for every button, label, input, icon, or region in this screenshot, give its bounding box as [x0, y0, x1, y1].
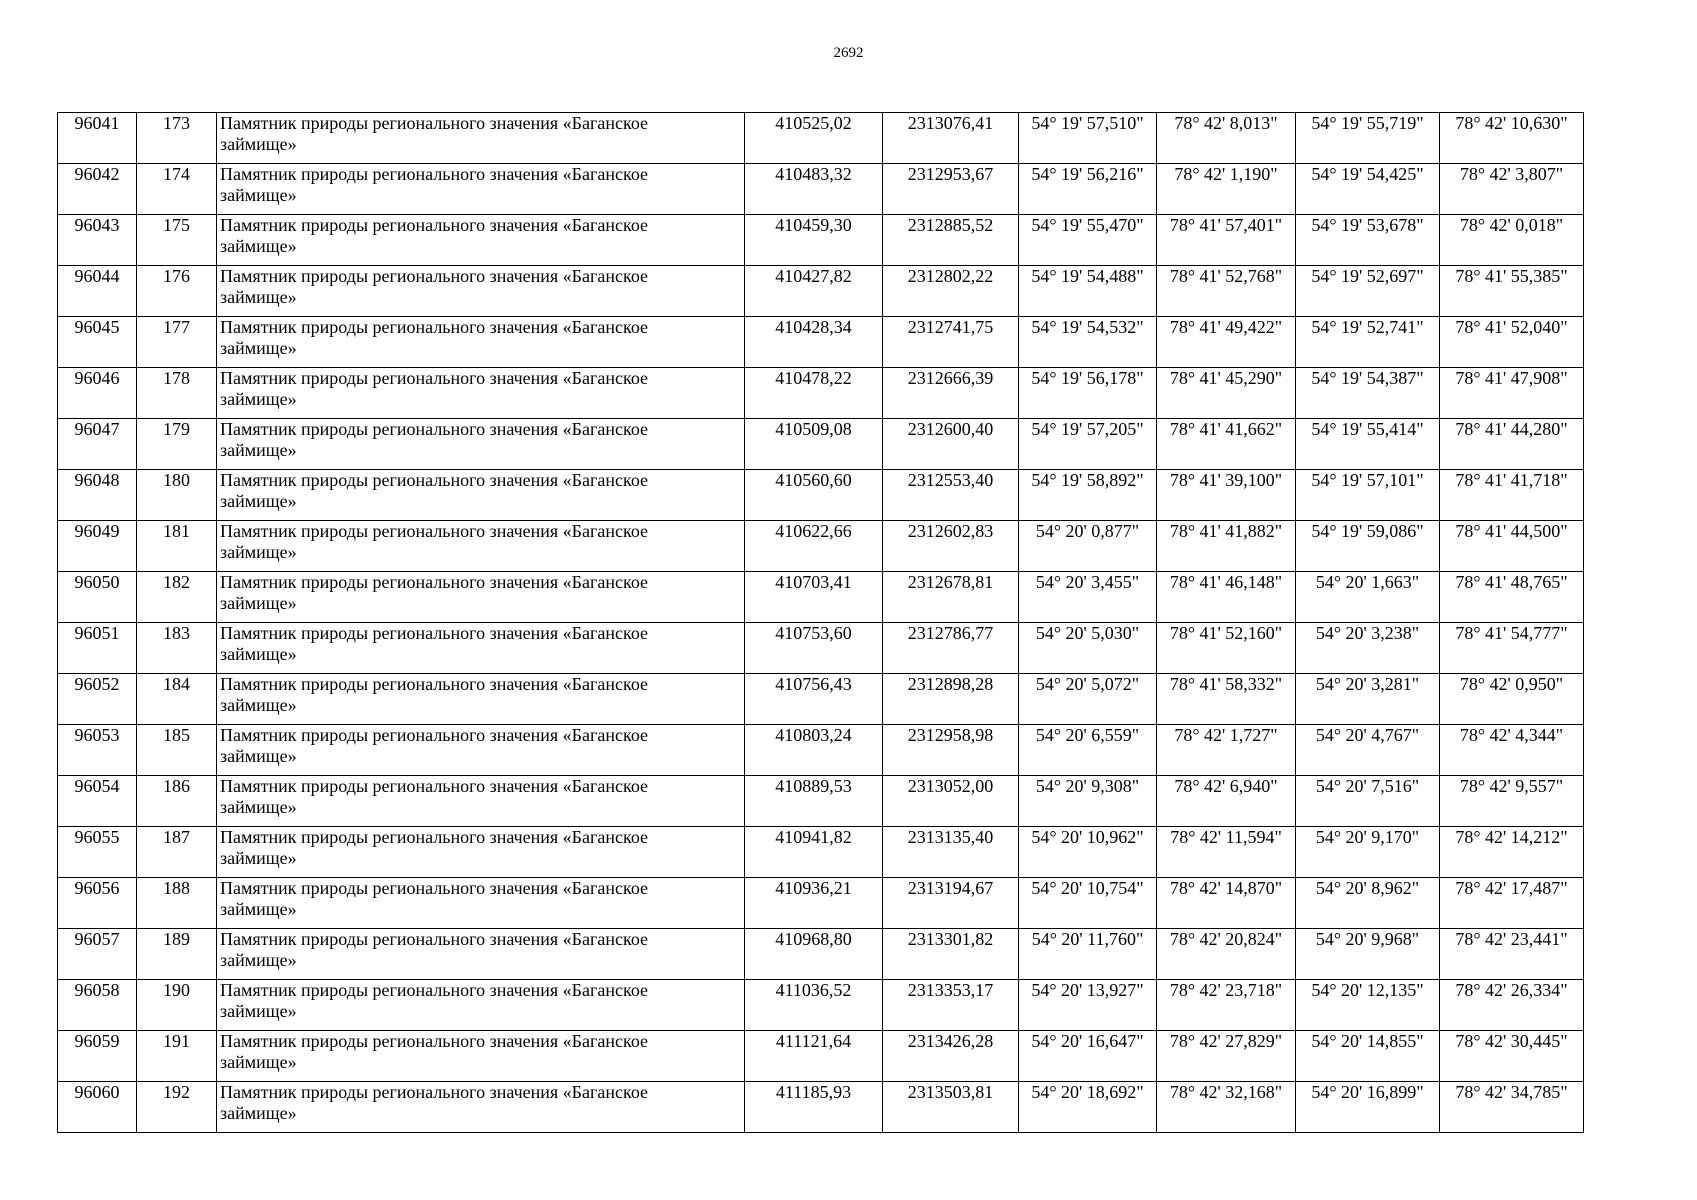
table-row	[58, 878, 1584, 929]
object-name-line-2: займище»	[220, 134, 297, 154]
y-coordinate-cell: 2312600,40	[883, 419, 1019, 470]
object-name-cell	[217, 980, 745, 1031]
longitude-2-cell: 78° 41' 48,765"	[1440, 572, 1584, 623]
longitude-2-cell: 78° 42' 0,950"	[1440, 674, 1584, 725]
latitude-1-cell: 54° 19' 57,205"	[1019, 419, 1157, 470]
object-name-line-2: займище»	[220, 950, 297, 970]
longitude-2-cell: 78° 42' 4,344"	[1440, 725, 1584, 776]
y-coordinate-cell: 2312885,52	[883, 215, 1019, 266]
x-coordinate-cell: 411121,64	[745, 1031, 883, 1082]
object-name-cell	[217, 572, 745, 623]
latitude-2-cell: 54° 20' 3,238"	[1296, 623, 1440, 674]
record-number-cell: 96042	[58, 164, 137, 215]
object-name-line-1: Памятник природы регионального значения «Баганское	[220, 113, 649, 133]
x-coordinate-cell: 410478,22	[745, 368, 883, 419]
longitude-2-cell: 78° 42' 26,334"	[1440, 980, 1584, 1031]
object-name-line-2: займище»	[220, 338, 297, 358]
point-number-cell: 177	[137, 317, 217, 368]
object-name-line-2: займище»	[220, 1052, 297, 1072]
longitude-2-cell: 78° 42' 9,557"	[1440, 776, 1584, 827]
longitude-2-cell: 78° 42' 30,445"	[1440, 1031, 1584, 1082]
object-name-line-1: Памятник природы регионального значения «Баганское	[220, 1031, 649, 1051]
object-name-line-1: Памятник природы регионального значения «Баганское	[220, 980, 649, 1000]
object-name-line-2: займище»	[220, 593, 297, 613]
table-row	[58, 470, 1584, 521]
object-name-cell	[217, 929, 745, 980]
latitude-1-cell: 54° 19' 58,892"	[1019, 470, 1157, 521]
object-name-line-1: Памятник природы регионального значения «Баганское	[220, 470, 649, 490]
longitude-1-cell: 78° 41' 57,401"	[1157, 215, 1296, 266]
table-body	[58, 113, 1584, 1133]
point-number-cell: 179	[137, 419, 217, 470]
object-name-line-1: Памятник природы регионального значения «Баганское	[220, 572, 649, 592]
object-name-cell	[217, 317, 745, 368]
y-coordinate-cell: 2312666,39	[883, 368, 1019, 419]
table-row	[58, 215, 1584, 266]
latitude-1-cell: 54° 19' 54,488"	[1019, 266, 1157, 317]
y-coordinate-cell: 2312958,98	[883, 725, 1019, 776]
latitude-1-cell: 54° 19' 56,178"	[1019, 368, 1157, 419]
point-number-cell: 190	[137, 980, 217, 1031]
record-number-cell: 96050	[58, 572, 137, 623]
y-coordinate-cell: 2312802,22	[883, 266, 1019, 317]
latitude-1-cell: 54° 20' 3,455"	[1019, 572, 1157, 623]
point-number-cell: 184	[137, 674, 217, 725]
object-name-cell	[217, 776, 745, 827]
object-name-line-1: Памятник природы регионального значения «Баганское	[220, 725, 649, 745]
object-name-line-2: займище»	[220, 695, 297, 715]
longitude-2-cell: 78° 42' 23,441"	[1440, 929, 1584, 980]
latitude-2-cell: 54° 20' 7,516"	[1296, 776, 1440, 827]
object-name-cell	[217, 164, 745, 215]
object-name-cell	[217, 1031, 745, 1082]
object-name-cell	[217, 521, 745, 572]
object-name-line-2: займище»	[220, 848, 297, 868]
latitude-2-cell: 54° 20' 8,962"	[1296, 878, 1440, 929]
object-name-line-1: Памятник природы регионального значения «Баганское	[220, 317, 649, 337]
coordinates-table	[57, 112, 1584, 1133]
point-number-cell: 176	[137, 266, 217, 317]
x-coordinate-cell: 410803,24	[745, 725, 883, 776]
latitude-2-cell: 54° 19' 55,414"	[1296, 419, 1440, 470]
latitude-1-cell: 54° 20' 18,692"	[1019, 1082, 1157, 1133]
longitude-1-cell: 78° 42' 1,727"	[1157, 725, 1296, 776]
longitude-1-cell: 78° 42' 23,718"	[1157, 980, 1296, 1031]
record-number-cell: 96055	[58, 827, 137, 878]
point-number-cell: 186	[137, 776, 217, 827]
longitude-2-cell: 78° 41' 52,040"	[1440, 317, 1584, 368]
table-row	[58, 725, 1584, 776]
longitude-2-cell: 78° 41' 47,908"	[1440, 368, 1584, 419]
record-number-cell: 96049	[58, 521, 137, 572]
longitude-1-cell: 78° 41' 39,100"	[1157, 470, 1296, 521]
point-number-cell: 183	[137, 623, 217, 674]
point-number-cell: 175	[137, 215, 217, 266]
x-coordinate-cell: 410428,34	[745, 317, 883, 368]
object-name-line-2: займище»	[220, 746, 297, 766]
latitude-2-cell: 54° 19' 59,086"	[1296, 521, 1440, 572]
object-name-cell	[217, 623, 745, 674]
record-number-cell: 96057	[58, 929, 137, 980]
longitude-1-cell: 78° 42' 20,824"	[1157, 929, 1296, 980]
table-row	[58, 1082, 1584, 1133]
y-coordinate-cell: 2313503,81	[883, 1082, 1019, 1133]
latitude-1-cell: 54° 20' 13,927"	[1019, 980, 1157, 1031]
object-name-line-2: займище»	[220, 797, 297, 817]
latitude-2-cell: 54° 20' 3,281"	[1296, 674, 1440, 725]
record-number-cell: 96047	[58, 419, 137, 470]
record-number-cell: 96052	[58, 674, 137, 725]
longitude-1-cell: 78° 42' 27,829"	[1157, 1031, 1296, 1082]
table-row	[58, 368, 1584, 419]
y-coordinate-cell: 2313353,17	[883, 980, 1019, 1031]
latitude-2-cell: 54° 19' 53,678"	[1296, 215, 1440, 266]
table-row	[58, 164, 1584, 215]
latitude-2-cell: 54° 19' 52,741"	[1296, 317, 1440, 368]
object-name-cell	[217, 266, 745, 317]
point-number-cell: 189	[137, 929, 217, 980]
longitude-2-cell: 78° 42' 14,212"	[1440, 827, 1584, 878]
object-name-cell	[217, 827, 745, 878]
object-name-line-2: займище»	[220, 542, 297, 562]
record-number-cell: 96043	[58, 215, 137, 266]
latitude-2-cell: 54° 20' 1,663"	[1296, 572, 1440, 623]
latitude-1-cell: 54° 20' 6,559"	[1019, 725, 1157, 776]
y-coordinate-cell: 2313301,82	[883, 929, 1019, 980]
y-coordinate-cell: 2313135,40	[883, 827, 1019, 878]
latitude-1-cell: 54° 20' 16,647"	[1019, 1031, 1157, 1082]
latitude-1-cell: 54° 20' 5,030"	[1019, 623, 1157, 674]
latitude-2-cell: 54° 20' 9,170"	[1296, 827, 1440, 878]
object-name-line-2: займище»	[220, 389, 297, 409]
longitude-2-cell: 78° 41' 55,385"	[1440, 266, 1584, 317]
longitude-1-cell: 78° 41' 45,290"	[1157, 368, 1296, 419]
record-number-cell: 96054	[58, 776, 137, 827]
object-name-line-1: Памятник природы регионального значения «Баганское	[220, 674, 649, 694]
longitude-1-cell: 78° 41' 52,160"	[1157, 623, 1296, 674]
record-number-cell: 96051	[58, 623, 137, 674]
latitude-1-cell: 54° 20' 0,877"	[1019, 521, 1157, 572]
longitude-1-cell: 78° 42' 11,594"	[1157, 827, 1296, 878]
point-number-cell: 180	[137, 470, 217, 521]
y-coordinate-cell: 2312678,81	[883, 572, 1019, 623]
x-coordinate-cell: 410936,21	[745, 878, 883, 929]
object-name-line-1: Памятник природы регионального значения «Баганское	[220, 776, 649, 796]
longitude-2-cell: 78° 41' 41,718"	[1440, 470, 1584, 521]
table-row	[58, 827, 1584, 878]
x-coordinate-cell: 410756,43	[745, 674, 883, 725]
latitude-2-cell: 54° 20' 9,968"	[1296, 929, 1440, 980]
latitude-1-cell: 54° 19' 54,532"	[1019, 317, 1157, 368]
object-name-line-1: Памятник природы регионального значения «Баганское	[220, 215, 649, 235]
point-number-cell: 174	[137, 164, 217, 215]
longitude-1-cell: 78° 41' 52,768"	[1157, 266, 1296, 317]
table-row	[58, 521, 1584, 572]
point-number-cell: 187	[137, 827, 217, 878]
record-number-cell: 96044	[58, 266, 137, 317]
table-row	[58, 776, 1584, 827]
table-row	[58, 674, 1584, 725]
x-coordinate-cell: 410703,41	[745, 572, 883, 623]
object-name-line-2: займище»	[220, 491, 297, 511]
y-coordinate-cell: 2312953,67	[883, 164, 1019, 215]
y-coordinate-cell: 2312602,83	[883, 521, 1019, 572]
record-number-cell: 96058	[58, 980, 137, 1031]
object-name-cell	[217, 419, 745, 470]
latitude-2-cell: 54° 20' 12,135"	[1296, 980, 1440, 1031]
x-coordinate-cell: 410483,32	[745, 164, 883, 215]
longitude-2-cell: 78° 42' 3,807"	[1440, 164, 1584, 215]
object-name-cell	[217, 725, 745, 776]
latitude-1-cell: 54° 19' 56,216"	[1019, 164, 1157, 215]
latitude-2-cell: 54° 20' 4,767"	[1296, 725, 1440, 776]
longitude-2-cell: 78° 41' 44,280"	[1440, 419, 1584, 470]
latitude-2-cell: 54° 19' 57,101"	[1296, 470, 1440, 521]
x-coordinate-cell: 410459,30	[745, 215, 883, 266]
longitude-1-cell: 78° 42' 14,870"	[1157, 878, 1296, 929]
longitude-1-cell: 78° 41' 49,422"	[1157, 317, 1296, 368]
record-number-cell: 96053	[58, 725, 137, 776]
table-row	[58, 419, 1584, 470]
object-name-line-1: Памятник природы регионального значения «Баганское	[220, 368, 649, 388]
record-number-cell: 96056	[58, 878, 137, 929]
y-coordinate-cell: 2313426,28	[883, 1031, 1019, 1082]
x-coordinate-cell: 410889,53	[745, 776, 883, 827]
point-number-cell: 192	[137, 1082, 217, 1133]
longitude-2-cell: 78° 42' 0,018"	[1440, 215, 1584, 266]
x-coordinate-cell: 410427,82	[745, 266, 883, 317]
object-name-cell	[217, 878, 745, 929]
object-name-line-1: Памятник природы регионального значения «Баганское	[220, 419, 649, 439]
table-row	[58, 623, 1584, 674]
record-number-cell: 96041	[58, 113, 137, 164]
latitude-1-cell: 54° 20' 10,962"	[1019, 827, 1157, 878]
x-coordinate-cell: 410525,02	[745, 113, 883, 164]
point-number-cell: 191	[137, 1031, 217, 1082]
table-row	[58, 980, 1584, 1031]
table-row	[58, 317, 1584, 368]
longitude-2-cell: 78° 41' 44,500"	[1440, 521, 1584, 572]
y-coordinate-cell: 2312898,28	[883, 674, 1019, 725]
object-name-line-2: займище»	[220, 1001, 297, 1021]
record-number-cell: 96060	[58, 1082, 137, 1133]
latitude-1-cell: 54° 20' 10,754"	[1019, 878, 1157, 929]
object-name-cell	[217, 1082, 745, 1133]
object-name-cell	[217, 368, 745, 419]
object-name-line-2: займище»	[220, 899, 297, 919]
object-name-line-2: займище»	[220, 185, 297, 205]
point-number-cell: 173	[137, 113, 217, 164]
y-coordinate-cell: 2312553,40	[883, 470, 1019, 521]
object-name-line-2: займище»	[220, 287, 297, 307]
longitude-1-cell: 78° 41' 46,148"	[1157, 572, 1296, 623]
table-row	[58, 266, 1584, 317]
object-name-cell	[217, 215, 745, 266]
y-coordinate-cell: 2312786,77	[883, 623, 1019, 674]
object-name-line-1: Памятник природы регионального значения «Баганское	[220, 878, 649, 898]
x-coordinate-cell: 411036,52	[745, 980, 883, 1031]
x-coordinate-cell: 411185,93	[745, 1082, 883, 1133]
longitude-1-cell: 78° 42' 1,190"	[1157, 164, 1296, 215]
longitude-2-cell: 78° 42' 17,487"	[1440, 878, 1584, 929]
latitude-2-cell: 54° 19' 55,719"	[1296, 113, 1440, 164]
table-row	[58, 929, 1584, 980]
y-coordinate-cell: 2313052,00	[883, 776, 1019, 827]
point-number-cell: 188	[137, 878, 217, 929]
latitude-1-cell: 54° 20' 9,308"	[1019, 776, 1157, 827]
longitude-1-cell: 78° 41' 41,882"	[1157, 521, 1296, 572]
table-row	[58, 1031, 1584, 1082]
longitude-1-cell: 78° 42' 6,940"	[1157, 776, 1296, 827]
record-number-cell: 96059	[58, 1031, 137, 1082]
object-name-line-2: займище»	[220, 236, 297, 256]
x-coordinate-cell: 410968,80	[745, 929, 883, 980]
point-number-cell: 185	[137, 725, 217, 776]
page-number: 2692	[833, 45, 864, 61]
longitude-2-cell: 78° 41' 54,777"	[1440, 623, 1584, 674]
longitude-1-cell: 78° 41' 58,332"	[1157, 674, 1296, 725]
x-coordinate-cell: 410560,60	[745, 470, 883, 521]
latitude-2-cell: 54° 19' 52,697"	[1296, 266, 1440, 317]
latitude-1-cell: 54° 20' 5,072"	[1019, 674, 1157, 725]
table-row	[58, 572, 1584, 623]
latitude-1-cell: 54° 19' 57,510"	[1019, 113, 1157, 164]
longitude-2-cell: 78° 42' 34,785"	[1440, 1082, 1584, 1133]
x-coordinate-cell: 410509,08	[745, 419, 883, 470]
table-row	[58, 113, 1584, 164]
point-number-cell: 178	[137, 368, 217, 419]
object-name-line-2: займище»	[220, 440, 297, 460]
latitude-1-cell: 54° 19' 55,470"	[1019, 215, 1157, 266]
object-name-line-1: Памятник природы регионального значения «Баганское	[220, 1082, 649, 1102]
object-name-line-2: займище»	[220, 644, 297, 664]
object-name-line-1: Памятник природы регионального значения «Баганское	[220, 623, 649, 643]
latitude-2-cell: 54° 20' 16,899"	[1296, 1082, 1440, 1133]
object-name-cell	[217, 113, 745, 164]
x-coordinate-cell: 410941,82	[745, 827, 883, 878]
longitude-1-cell: 78° 41' 41,662"	[1157, 419, 1296, 470]
object-name-line-1: Памятник природы регионального значения «Баганское	[220, 929, 649, 949]
record-number-cell: 96045	[58, 317, 137, 368]
record-number-cell: 96046	[58, 368, 137, 419]
object-name-line-1: Памятник природы регионального значения «Баганское	[220, 521, 649, 541]
latitude-1-cell: 54° 20' 11,760"	[1019, 929, 1157, 980]
y-coordinate-cell: 2313194,67	[883, 878, 1019, 929]
object-name-line-1: Памятник природы регионального значения «Баганское	[220, 164, 649, 184]
object-name-line-1: Памятник природы регионального значения «Баганское	[220, 827, 649, 847]
object-name-line-1: Памятник природы регионального значения «Баганское	[220, 266, 649, 286]
latitude-2-cell: 54° 20' 14,855"	[1296, 1031, 1440, 1082]
y-coordinate-cell: 2313076,41	[883, 113, 1019, 164]
object-name-cell	[217, 674, 745, 725]
longitude-1-cell: 78° 42' 32,168"	[1157, 1082, 1296, 1133]
y-coordinate-cell: 2312741,75	[883, 317, 1019, 368]
object-name-cell	[217, 470, 745, 521]
x-coordinate-cell: 410622,66	[745, 521, 883, 572]
latitude-2-cell: 54° 19' 54,425"	[1296, 164, 1440, 215]
point-number-cell: 182	[137, 572, 217, 623]
record-number-cell: 96048	[58, 470, 137, 521]
object-name-line-2: займище»	[220, 1103, 297, 1123]
point-number-cell: 181	[137, 521, 217, 572]
longitude-1-cell: 78° 42' 8,013"	[1157, 113, 1296, 164]
x-coordinate-cell: 410753,60	[745, 623, 883, 674]
longitude-2-cell: 78° 42' 10,630"	[1440, 113, 1584, 164]
latitude-2-cell: 54° 19' 54,387"	[1296, 368, 1440, 419]
